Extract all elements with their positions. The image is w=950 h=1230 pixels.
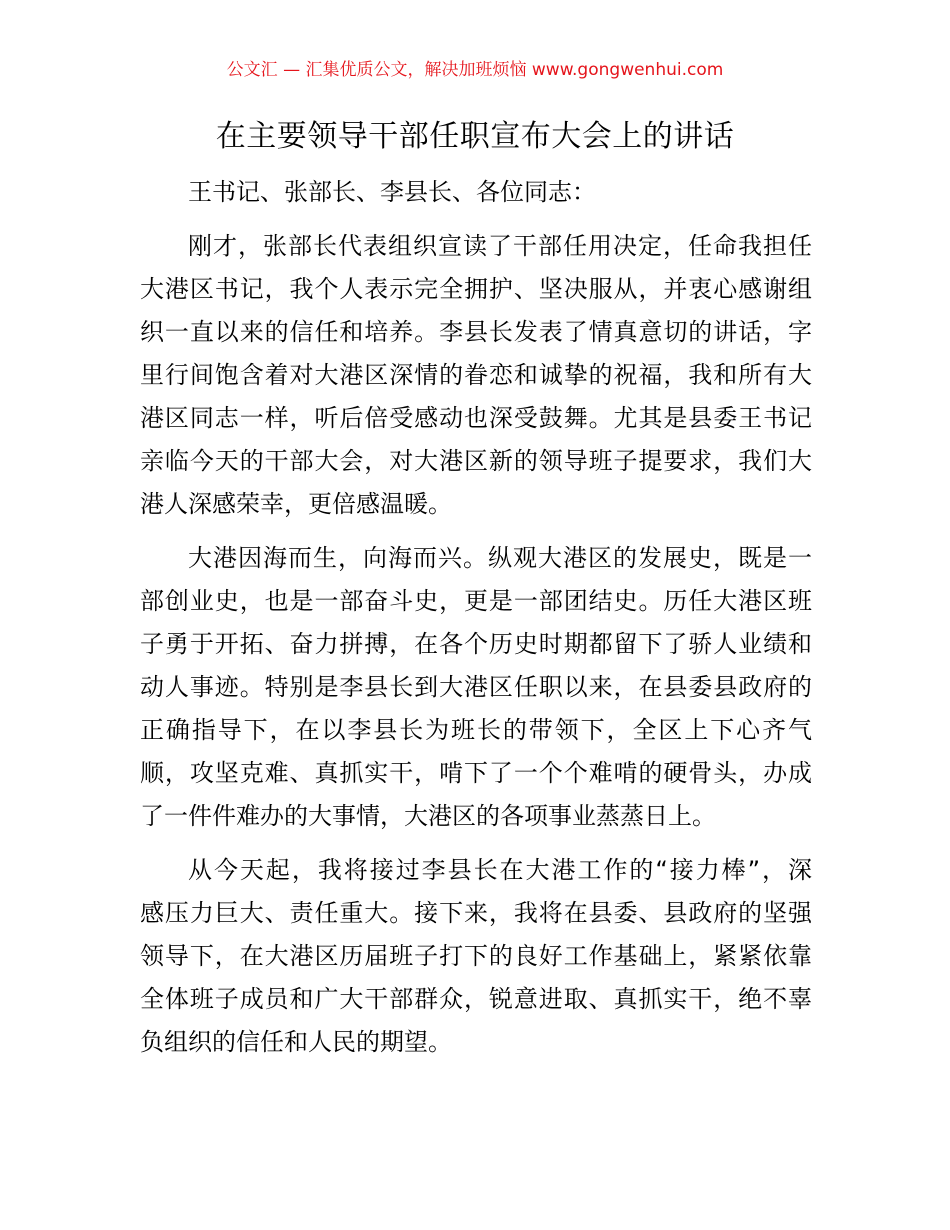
paragraph-line: 负组织的信任和人民的期望。 — [140, 1028, 452, 1056]
paragraph-line: 里行间饱含着对大港区深情的眷恋和诚挚的祝福，我和所有大 — [140, 361, 812, 389]
paragraph-2 — [140, 537, 812, 838]
paragraph-line: 大港因海而生，向海而兴。纵观大港区的发展史，既是一 — [188, 544, 812, 572]
paragraph-line: 刚才，张部长代表组织宣读了干部任用决定，任命我担任 — [188, 232, 812, 260]
paragraph-line: 大港区书记，我个人表示完全拥护、坚决服从，并衷心感谢组 — [140, 275, 812, 303]
paragraph-line: 子勇于开拓、奋力拼搏，在各个历史时期都留下了骄人业绩和 — [140, 630, 812, 658]
paragraph-line: 亲临今天的干部大会，对大港区新的领导班子提要求，我们大 — [140, 447, 812, 475]
paragraph-line: 织一直以来的信任和培养。李县长发表了情真意切的讲话，字 — [140, 318, 812, 346]
document-body — [140, 171, 812, 1064]
header-banner: 公文汇 — 汇集优质公文，解决加班烦恼 www.gongwenhui.com — [226, 60, 724, 80]
paragraph-line: 感压力巨大、责任重大。接下来，我将在县委、县政府的坚强 — [140, 899, 812, 927]
paragraph-3 — [140, 849, 812, 1064]
paragraph-line: 动人事迹。特别是李县长到大港区任职以来，在县委县政府的 — [140, 673, 812, 701]
document-title: 在主要领导干部任职宣布大会上的讲话 — [215, 119, 735, 154]
salutation: 王书记、张部长、李县长、各位同志： — [188, 178, 596, 206]
paragraph-line: 正确指导下，在以李县长为班长的带领下，全区上下心齐气 — [140, 716, 812, 744]
paragraph-line: 从今天起，我将接过李县长在大港工作的“接力棒”，深 — [188, 856, 812, 884]
paragraph-line: 领导下，在大港区历届班子打下的良好工作基础上，紧紧依靠 — [140, 942, 812, 970]
paragraph-line: 顺，攻坚克难、真抓实干，啃下了一个个难啃的硬骨头，办成 — [140, 759, 812, 787]
paragraph-line: 全体班子成员和广大干部群众，锐意进取、真抓实干，绝不辜 — [140, 985, 812, 1013]
paragraph-line: 部创业史，也是一部奋斗史，更是一部团结史。历任大港区班 — [140, 587, 812, 615]
paragraph-gap — [140, 214, 812, 225]
paragraph-line: 港人深感荣幸，更倍感温暖。 — [140, 490, 452, 518]
paragraph-gap — [140, 838, 812, 849]
paragraph-gap — [140, 526, 812, 537]
paragraph-line: 了一件件难办的大事情，大港区的各项事业蒸蒸日上。 — [140, 802, 716, 830]
paragraph-line: 港区同志一样，听后倍受感动也深受鼓舞。尤其是县委王书记 — [140, 404, 812, 432]
paragraph-1 — [140, 225, 812, 526]
